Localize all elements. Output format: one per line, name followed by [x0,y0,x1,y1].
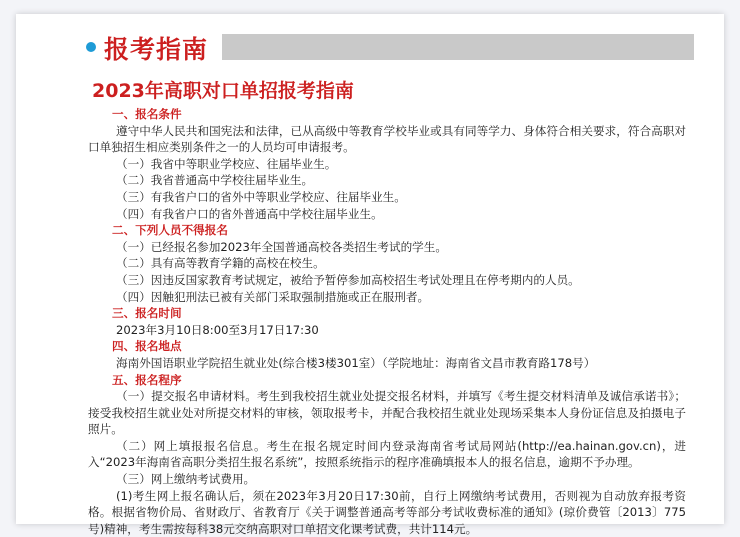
conditions-intro: 遵守中华人民共和国宪法和法律，已从高级中等教育学校毕业或具有同等学力、身体符合相关要求，符合高职对口单独招生相应类别条件之一的人员均可申请报考。 [88,123,686,155]
condition-item: （一）我省中等职业学校应、往届毕业生。 [116,156,337,171]
procedure-step-2: （二）网上填报报名信息。考生在报名规定时间内登录海南省考试局网站(http://ea.hainan.gov.cn)，进入“2023年海南省高职分类招生报名系统”，按照系统指示的程序准确填报本人的报名信息，逾期不予办理。 [88,438,686,470]
header-decor-bar [222,34,694,60]
header-title: 报考指南 [104,35,209,64]
section-heading-time: 三、报名时间 [112,306,182,321]
condition-item: （四）有我省户口的省外普通高中学校往届毕业生。 [116,206,383,221]
document-page [16,14,724,536]
ineligible-item: （四）因触犯刑法已被有关部门采取强制措施或正在服刑者。 [116,289,430,304]
registration-time: 2023年3月10日8:00至3月17日17:30 [116,322,319,337]
section-heading-ineligible: 二、下列人员不得报名 [112,223,228,238]
ineligible-item: （一）已经报名参加2023年全国普通高校各类招生考试的学生。 [116,239,447,254]
condition-item: （三）有我省户口的省外中等职业学校应、往届毕业生。 [116,189,406,204]
section-heading-procedure: 五、报名程序 [112,372,182,387]
procedure-fee-note: (1)考生网上报名确认后，须在2023年3月20日17:30前，自行上网缴纳考试费用，否则视为自动放弃报考资格。根据省物价局、省财政厅、省教育厅《关于调整普通高考等部分考试收费标准的通知》(琼价费管〔2013〕775号)精神，考生需按每科38元交纳高职对口单招文化课考试费，共计114元。 [88,488,686,536]
document-title: 2023年高职对口单招报考指南 [92,80,354,102]
condition-item: （二）我省普通高中学校往届毕业生。 [116,173,314,188]
section-header [16,14,724,74]
procedure-step-1: （一）提交报名申请材料。考生到我校招生就业处提交报名材料，并填写《考生提交材料清单及诚信承诺书》；接受我校招生就业处对所提交材料的审核，领取报考卡，并配合我校招生就业处现场采集本人身份证信息及拍摄电子照片。 [88,389,686,437]
section-heading-location: 四、报名地点 [112,339,182,354]
section-heading-conditions: 一、报名条件 [112,107,182,121]
ineligible-item: （二）具有高等教育学籍的高校在校生。 [116,256,325,271]
bullet-dot-icon [86,42,96,52]
procedure-step-3: （三）网上缴纳考试费用。 [116,472,256,487]
registration-location: 海南外国语职业学院招生就业处(综合楼3楼301室）（学院地址：海南省文昌市教育路178号） [116,355,596,370]
document-body [88,106,686,537]
ineligible-item: （三）因违反国家教育考试规定，被给予暂停参加高校招生考试处理且在停考期内的人员。 [116,272,580,287]
